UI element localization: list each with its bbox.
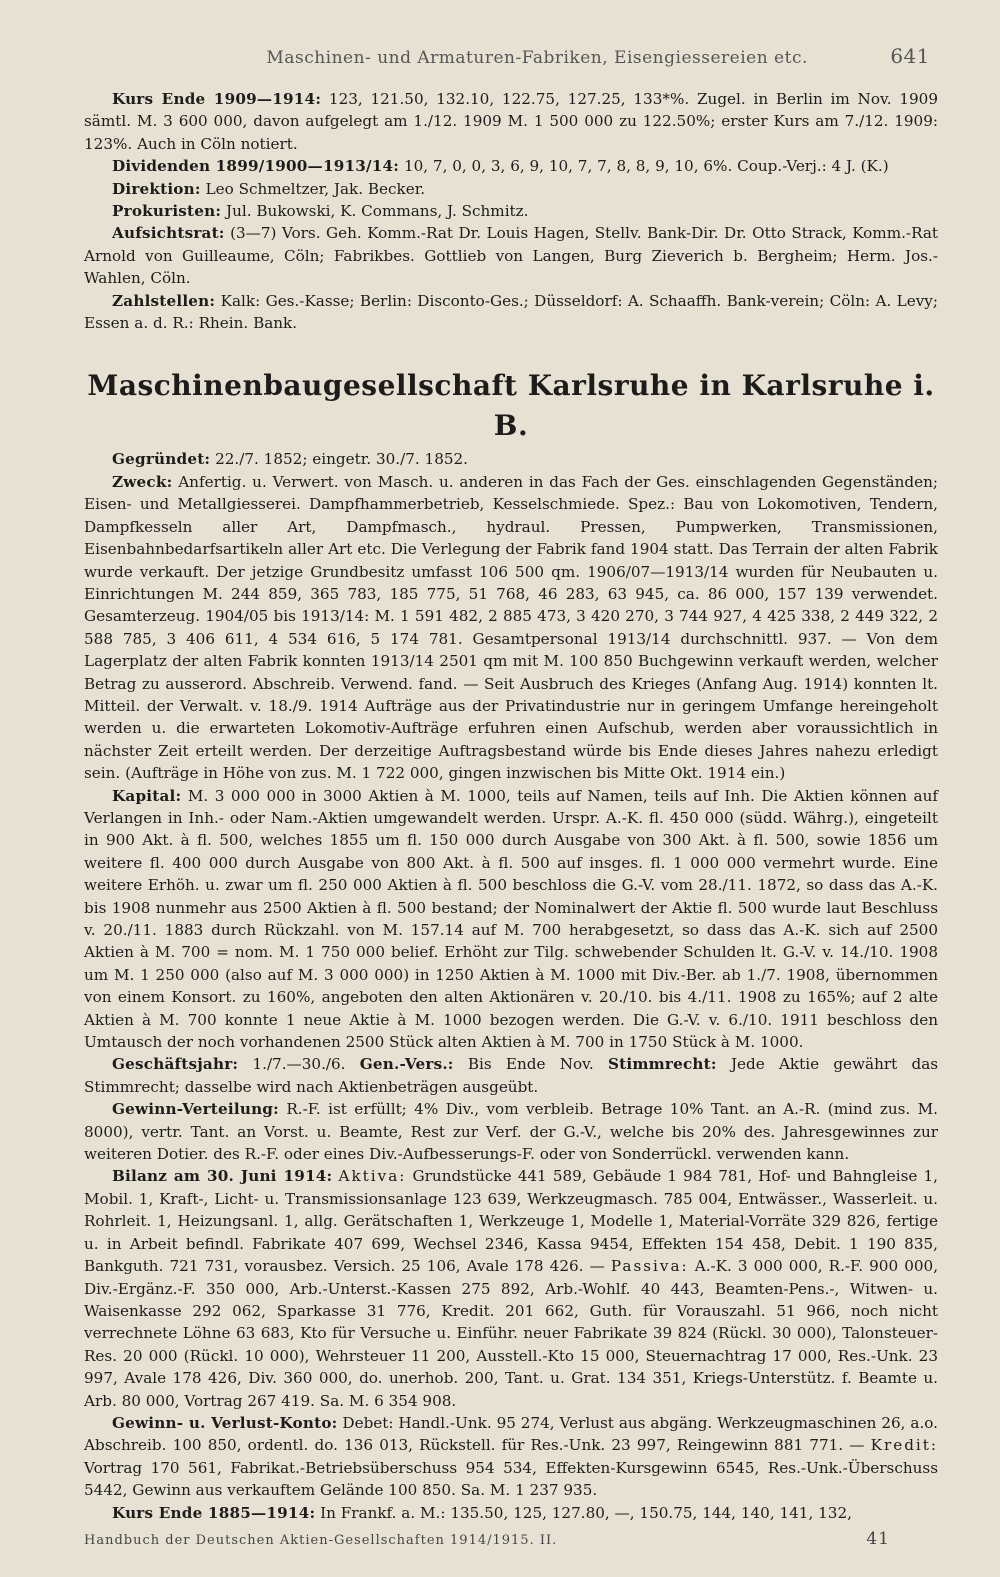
guv-debet-text: Debet: Handl.-Unk. 95 274, Verlust aus abgäng. Werkzeugmaschinen 26, a.o. Abschreib. 100 850, ordentl. do. 136 013, Rückstell. für Res.-Unk. 23 997, Reingewinn 881 771. — xyxy=(84,1413,939,1455)
zahlstellen-paragraph xyxy=(84,290,938,335)
dividenden-label: Dividenden 1899/1900—1913/14: xyxy=(112,157,400,176)
gegruendet-label: Gegründet: xyxy=(112,450,211,469)
prokuristen-label: Prokuristen: xyxy=(112,202,222,221)
company-title: Maschinenbaugesellschaft Karlsruhe in Karlsruhe i. B. xyxy=(87,369,935,443)
aufsichtsrat-text: (3—7) Vors. Geh. Komm.-Rat Dr. Louis Hagen, Stellv. Bank-Dir. Dr. Otto Strack, Komm.-Rat Arnold von Guilleaume, Cöln; Fabrikbes. Gottlieb von Langen, Burg Zieverich b. Bergheim; Herm. Jos.-Wahlen, Cöln. xyxy=(84,224,939,288)
genvers-label: Gen.-Vers.: xyxy=(359,1055,454,1074)
page-number: 641 xyxy=(890,44,930,68)
kurs-company-paragraph xyxy=(84,1502,938,1524)
kapital-paragraph xyxy=(84,785,938,1054)
direktion-text: Leo Schmeltzer, Jak. Becker. xyxy=(205,179,426,198)
footer-book-title: Handbuch der Deutschen Aktien-Gesellschaften 1914/1915. II. xyxy=(84,1533,558,1548)
previous-company-entry xyxy=(84,88,938,334)
bilanz-paragraph xyxy=(84,1165,938,1411)
guv-paragraph xyxy=(84,1412,938,1502)
footer-signature: 41 xyxy=(866,1529,890,1549)
dividenden-paragraph xyxy=(84,155,938,177)
zweck-paragraph xyxy=(84,471,938,785)
aktiva-text: Grundstücke 441 589, Gebäude 1 984 781, Hof- und Bahngleise 1, Mobil. 1, Kraft-, Licht- u. Transmissionsanlage 123 639, Werkzeugmasch. 785 004, Entwässer., Wasserleit. u. Rohrleit. 1, Heizungsanl. 1, allg. Gerätschaften 1, Werkzeuge 1, Modelle 1, Material-Vorräte 329 826, fertige u. in Arbeit befindl. Fabrikate 407 699, Wechsel 2346, Kassa 9454, Effekten 154 458, Debit. 1 190 835, Bankguth. 721 731, vorausbez. Versich. 25 106, Avale 178 426. — xyxy=(84,1167,938,1276)
gegruendet-text: 22./7. 1852; eingetr. 30./7. 1852. xyxy=(215,450,469,469)
geschaeftsjahr-paragraph xyxy=(84,1053,938,1098)
prokuristen-paragraph xyxy=(84,200,938,222)
company-entry xyxy=(84,448,938,1524)
stimmrecht-label: Stimmrecht: xyxy=(608,1055,717,1074)
kurs-text: 123, 121.50, 132.10, 122.75, 127.25, 133*%. Zugel. in Berlin im Nov. 1909 sämtl. M. 3 600 000, davon aufgelegt am 1./12. 1909 M. 1 500 000 zu 122.50%; erster Kurs am 7./12. 1909: 123%. Auch in Cöln notiert. xyxy=(84,90,939,153)
guv-kredit-label: Kredit: xyxy=(870,1436,939,1455)
kapital-text: M. 3 000 000 in 3000 Aktien à M. 1000, teils auf Namen, teils auf Inh. Die Aktien können auf Verlangen in Inh.- oder Nam.-Aktien umgewandelt werden. Urspr. A.-K. fl. 450 000 (südd. Währg.), eingeteilt in 900 Akt. à fl. 500, welches 1855 um fl. 150 000 durch Ausgabe von 300 Akt. à fl. 500, sowie 1856 um weitere fl. 400 000 durch Ausgabe von 800 Akt. à fl. 500 auf insges. fl. 1 000 000 vermehrt wurde. Eine weitere Erhöh. u. zwar um fl. 250 000 Aktien à fl. 500 beschloss die G.-V. vom 28./11. 1872, so dass das A.-K. bis 1908 nunmehr aus 2500 Aktien à fl. 500 bestand; der Nominalwert der Aktie fl. 500 wurde laut Beschluss v. 20./11. 1883 durch Rückzahl. von M. 157.14 auf M. 700 herabgesetzt, so dass das A.-K. sich auf 2500 Aktien à M. 700 = nom. M. 1 750 000 belief. Erhöht zur Tilg. schwebender Schulden lt. G.-V. v. 14./10. 1908 um M. 1 250 000 (also auf M. 3 000 000) in 1250 Aktien à M. 1000 mit Div.-Ber. ab 1./7. 1908, übernommen von einem Konsort. zu 160%, angeboten den alten Aktionären v. 20./10. bis 4./11. 1908 zu 165%; auf 2 alte Aktien à M. 700 konnte 1 neue Aktie à M. 1000 bezogen werden. Die G.-V. v. 6./10. 1911 beschloss den Umtausch der noch vorhandenen 2500 Stück alten Aktien à M. 700 in 1750 Stück à M. 1000. xyxy=(84,786,938,1052)
aufsichtsrat-label: Aufsichtsrat: xyxy=(112,224,225,243)
page-footer xyxy=(84,1529,940,1549)
geschaeftsjahr-label: Geschäftsjahr: xyxy=(112,1055,239,1074)
running-title: Maschinen- und Armaturen-Fabriken, Eisengiessereien etc. xyxy=(266,48,808,68)
direktion-label: Direktion: xyxy=(112,179,201,198)
kurs-paragraph xyxy=(84,88,938,155)
passiva-label: Passiva: xyxy=(610,1257,689,1276)
gegruendet-paragraph xyxy=(84,448,938,470)
aktiva-label: Aktiva: xyxy=(338,1167,407,1186)
zahlstellen-label: Zahlstellen: xyxy=(112,291,216,310)
kapital-label: Kapital: xyxy=(112,786,182,805)
zweck-label: Zweck: xyxy=(112,472,173,491)
kurs-company-label: Kurs Ende 1885—1914: xyxy=(112,1503,316,1522)
running-head xyxy=(84,44,938,68)
genvers-text: Bis Ende Nov. xyxy=(467,1055,594,1074)
bilanz-label: Bilanz am 30. Juni 1914: xyxy=(112,1167,333,1186)
gewinn-verteilung-label: Gewinn-Verteilung: xyxy=(112,1100,279,1119)
dividenden-text: 10, 7, 0, 0, 3, 6, 9, 10, 7, 7, 8, 8, 9, 10, 6%. Coup.-Verj.: 4 J. (K.) xyxy=(403,157,889,176)
guv-label: Gewinn- u. Verlust-Konto: xyxy=(112,1413,338,1432)
zweck-text: Anfertig. u. Verwert. von Masch. u. anderen in das Fach der Ges. einschlagenden Gegenständen; Eisen- und Metallgiesserei. Dampfhammerbetrieb, Kesselschmiede. Spez.: Bau von Lokomotiven, Tendern, Dampfkesseln aller Art, Dampfmasch., hydraul. Pressen, Pumpwerken, Transmissionen, Eisenbahnbedarfsartikeln aller Art etc. Die Verlegung der Fabrik fand 1904 statt. Das Terrain der alten Fabrik wurde verkauft. Der jetzige Grundbesitz umfasst 106 500 qm. 1906/07—1913/14 wurden für Neubauten u. Einrichtungen M. 244 859, 365 783, 185 775, 51 768, 46 283, 63 945, ca. 86 000, 157 139 verwendet. Gesamterzeug. 1904/05 bis 1913/14: M. 1 591 482, 2 885 473, 3 420 270, 3 744 927, 4 425 338, 2 449 322, 2 588 785, 3 406 611, 4 534 616, 5 174 781. Gesamtpersonal 1913/14 durchschnittl. 937. — Von dem Lagerplatz der alten Fabrik konnten 1913/14 2501 qm mit M. 100 850 Buchgewinn verkauft werden, welcher Betrag zu ausserord. Abschreib. Verwend. fand. — Seit Ausbruch des Krieges (Anfang Aug. 1914) konnten lt. Mitteil. der Verwalt. v. 18./9. 1914 Aufträge aus der Privatindustrie nur in geringem Umfange hereingeholt werden u. die erwarteten Lokomotiv-Aufträge erfuhren einen Aufschub, werden aber voraussichtlich in nächster Zeit erteilt werden. Der derzeitige Auftragsbestand würde bis Ende dieses Jahres nahezu erledigt sein. (Aufträge in Höhe von zus. M. 1 722 000, gingen inzwischen bis Mitte Okt. 1914 ein.) xyxy=(84,472,938,783)
gewinn-verteilung-text: R.-F. ist erfüllt; 4% Div., vom verbleib. Betrage 10% Tant. an A.-R. (mind zus. M. 8000), vertr. Tant. an Vorst. u. Beamte, Rest zur Verf. der G.-V., welche bis 20% des. Jahresgewinnes zur weiteren Dotier. des R.-F. oder eines Div.-Aufbesserungs-F. oder von Sonderrückl. verwenden kann. xyxy=(84,1100,938,1164)
kurs-company-text: In Frankf. a. M.: 135.50, 125, 127.80, —, 150.75, 144, 140, 141, 132, xyxy=(320,1503,852,1522)
prokuristen-text: Jul. Bukowski, K. Commans, J. Schmitz. xyxy=(226,202,529,221)
aufsichtsrat-paragraph xyxy=(84,222,938,289)
direktion-paragraph xyxy=(84,178,938,200)
passiva-text: A.-K. 3 000 000, R.-F. 900 000, Div.-Ergänz.-F. 350 000, Arb.-Unterst.-Kassen 275 892, Arb.-Wohlf. 40 443, Beamten-Pens.-, Witwen- u. Waisenkasse 292 062, Sparkasse 31 776, Kredit. 201 662, Guth. für Vorauszahl. 51 966, noch nicht verrechnete Löhne 63 683, Kto für Versuche u. Einführ. neuer Fabrikate 39 824 (Rückl. 30 000), Talonsteuer-Res. 20 000 (Rückl. 10 000), Wehrsteuer 11 200, Ausstell.-Kto 15 000, Steuernachtrag 17 000, Res.-Unk. 23 997, Avale 178 426, Div. 360 000, do. unerhob. 200, Tant. u. Grat. 134 351, Kriegs-Unterstütz. f. Beamte u. Arb. 80 000, Vortrag 267 419. Sa. M. 6 354 908. xyxy=(84,1257,939,1410)
gewinn-verteilung-paragraph xyxy=(84,1098,938,1165)
kurs-label: Kurs Ende 1909—1914: xyxy=(112,90,322,108)
stimmrecht-text: Jede Aktie gewährt das Stimmrecht; dasselbe wird nach Aktienbeträgen ausgeübt. xyxy=(84,1055,939,1096)
zahlstellen-text: Kalk: Ges.-Kasse; Berlin: Disconto-Ges.; Düsseldorf: A. Schaaffh. Bank-verein; Cöln: A. Levy; Essen a. d. R.: Rhein. Bank. xyxy=(84,291,938,333)
geschaeftsjahr-text: 1./7.—30./6. xyxy=(252,1055,346,1074)
guv-kredit-text: Vortrag 170 561, Fabrikat.-Betriebsüberschuss 954 534, Effekten-Kursgewinn 6545, Res.-Unk.-Überschuss 5442, Gewinn aus verkauftem Gelände 100 850. Sa. M. 1 237 935. xyxy=(84,1458,938,1500)
